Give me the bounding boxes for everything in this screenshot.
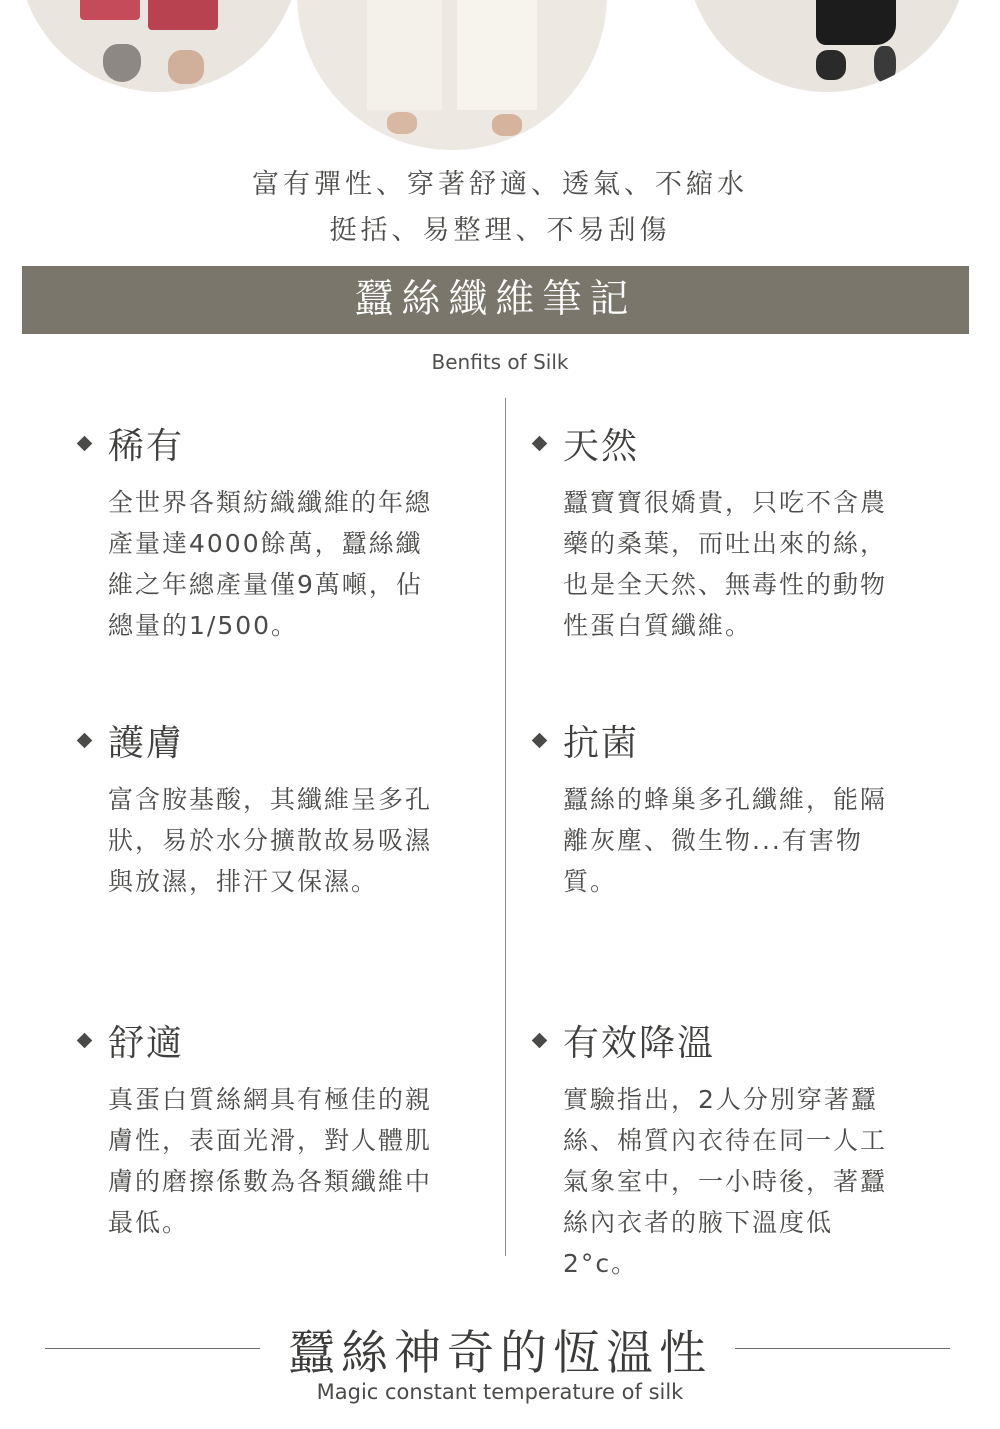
benefit-block-natural — [530, 418, 900, 646]
footer-subtitle: Magic constant temperature of silk — [316, 1380, 684, 1404]
benefit-block-skincare — [75, 715, 445, 902]
product-photo-black-dress — [686, 0, 968, 92]
diamond-bullet-icon — [77, 435, 93, 451]
features-line-1: 富有彈性、穿著舒適、透氣、不縮水 — [252, 169, 748, 200]
column-divider — [505, 398, 506, 1256]
benefit-title: 抗菌 — [563, 722, 640, 764]
diamond-bullet-icon — [77, 732, 93, 748]
benefit-block-rare — [75, 418, 445, 646]
product-photo-red-pants — [18, 0, 300, 92]
benefit-title: 舒適 — [108, 1022, 185, 1064]
benefit-title: 護膚 — [108, 722, 185, 764]
benefit-block-comfort — [75, 1015, 445, 1243]
benefit-text: 富含胺基酸，其纖維呈多孔狀，易於水分擴散故易吸濕與放濕，排汗又保濕。 — [108, 785, 433, 896]
benefit-title: 天然 — [563, 425, 640, 467]
diamond-bullet-icon — [532, 1032, 548, 1048]
product-photo-strip — [0, 0, 1000, 150]
benefit-block-antibacterial — [530, 715, 900, 902]
benefit-text: 全世界各類紡織纖維的年總產量達4000餘萬，蠶絲纖維之年總產量僅9萬噸，佔總量的1/500。 — [108, 488, 433, 640]
diamond-bullet-icon — [77, 1032, 93, 1048]
section-subtitle: Benfits of Silk — [431, 350, 569, 374]
benefit-title: 稀有 — [108, 425, 185, 467]
features-line-2: 挺括、易整理、不易刮傷 — [329, 215, 671, 246]
diamond-bullet-icon — [532, 732, 548, 748]
benefit-title: 有效降溫 — [563, 1022, 716, 1064]
section-banner-title: 蠶絲纖維筆記 — [22, 266, 969, 334]
benefit-text: 蠶絲的蜂巢多孔纖維，能隔離灰塵、微生物...有害物質。 — [563, 785, 888, 896]
diamond-bullet-icon — [532, 435, 548, 451]
benefit-text: 實驗指出，2人分別穿著蠶絲、棉質內衣待在同一人工氣象室中，一小時後，著蠶絲內衣者的腋下溫度低2°c。 — [563, 1085, 888, 1278]
product-photo-white-pants — [297, 0, 607, 150]
benefit-text: 蠶寶寶很嬌貴，只吃不含農藥的桑葉，而吐出來的絲，也是全天然、無毒性的動物性蛋白質纖維。 — [563, 488, 888, 640]
footer-title: 蠶絲神奇的恆溫性 — [288, 1326, 712, 1381]
benefit-text: 真蛋白質絲網具有極佳的親膚性，表面光滑，對人體肌膚的磨擦係數為各類纖維中最低。 — [108, 1085, 433, 1237]
benefit-block-cooling — [530, 1015, 900, 1284]
